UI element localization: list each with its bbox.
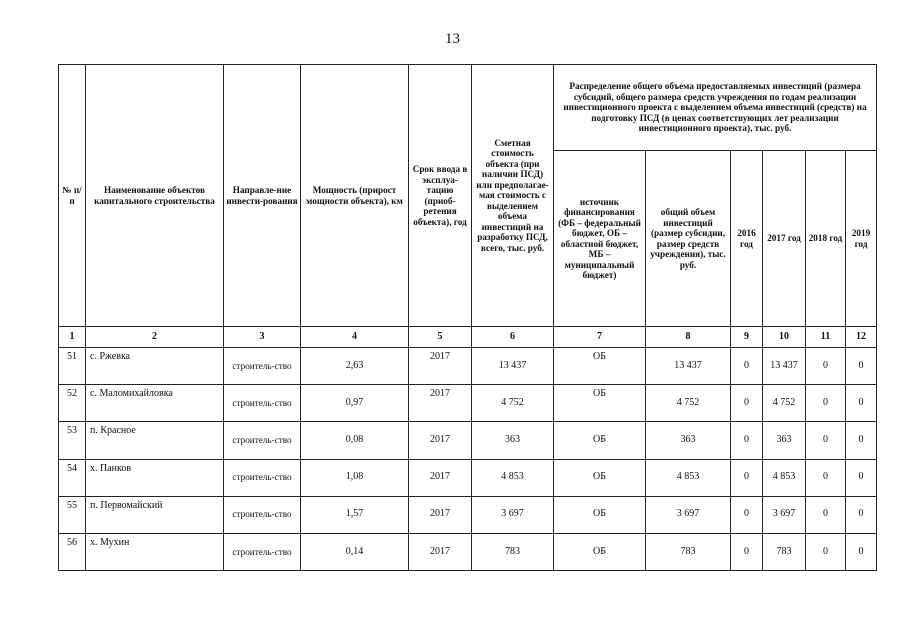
investment-2019: 0 [846,459,877,496]
column-number: 8 [646,327,731,348]
column-number: 10 [763,327,806,348]
investment-2017: 4 752 [763,385,806,422]
column-number: 6 [472,327,554,348]
table-row [59,459,877,496]
capacity-value: 0,14 [301,533,409,570]
header-year-2016: 2016 год [731,151,763,327]
investment-direction: строитель-ство [224,385,301,422]
capacity-value: 0,08 [301,422,409,459]
investment-2016: 0 [731,422,763,459]
header-total-investment: общий объем инвестиций (размер субсидии, размер средств учреждения), тыс. руб. [646,151,731,327]
header-year-2017: 2017 год [763,151,806,327]
investment-2019: 0 [846,385,877,422]
estimated-cost: 3 697 [472,496,554,533]
header-year-2018: 2018 год [806,151,846,327]
column-number: 4 [301,327,409,348]
header-distribution: Распределение общего объема предоставляемых инвестиций (размера субсидий, общего размера средств учреждения по годам реализации инвестиционного проекта с выделением объема инвестиций (средств) на подготовку ПСД (в ценах соответствующих лет реализации инвестиционного проекта), тыс. руб. [554,65,877,151]
header-funding-source: источник финансирования (ФБ – федеральный бюджет, ОБ – областной бюджет, МБ – муниципальный бюджет) [554,151,646,327]
column-number: 3 [224,327,301,348]
investment-direction: строитель-ство [224,496,301,533]
commission-year: 2017 [409,385,472,422]
object-name: с. Маломихайловка [86,385,224,422]
funding-source: ОБ [554,348,646,385]
funding-source: ОБ [554,496,646,533]
funding-source: ОБ [554,533,646,570]
investment-direction: строитель-ство [224,533,301,570]
estimated-cost: 4 853 [472,459,554,496]
table-row [59,533,877,570]
column-number: 9 [731,327,763,348]
row-number: 52 [59,385,86,422]
table-row [59,385,877,422]
header-capacity: Мощность (прирост мощности объекта), км [301,65,409,327]
row-number: 53 [59,422,86,459]
table-row [59,422,877,459]
estimated-cost: 13 437 [472,348,554,385]
estimated-cost: 783 [472,533,554,570]
estimated-cost: 4 752 [472,385,554,422]
total-investment: 363 [646,422,731,459]
investment-2018: 0 [806,533,846,570]
investment-2018: 0 [806,422,846,459]
column-number: 1 [59,327,86,348]
row-number: 51 [59,348,86,385]
total-investment: 4 853 [646,459,731,496]
investment-2017: 3 697 [763,496,806,533]
table-row [59,348,877,385]
investment-2017: 13 437 [763,348,806,385]
investment-2018: 0 [806,385,846,422]
column-number: 12 [846,327,877,348]
column-number: 11 [806,327,846,348]
total-investment: 3 697 [646,496,731,533]
funding-source: ОБ [554,459,646,496]
header-commission-year: Срок ввода в эксплуа-тацию (приоб-ретения объекта), год [409,65,472,327]
header-number: № п/п [59,65,86,327]
investment-direction: строитель-ство [224,348,301,385]
page-number: 13 [445,31,460,47]
row-number: 54 [59,459,86,496]
object-name: п. Первомайский [86,496,224,533]
investment-2016: 0 [731,496,763,533]
header-object-name: Наименование объектов капитального строительства [86,65,224,327]
table-body [59,348,877,571]
investment-2017: 4 853 [763,459,806,496]
row-number: 56 [59,533,86,570]
commission-year: 2017 [409,348,472,385]
investment-2016: 0 [731,385,763,422]
estimated-cost: 363 [472,422,554,459]
row-number: 55 [59,496,86,533]
capacity-value: 0,97 [301,385,409,422]
investment-2018: 0 [806,459,846,496]
funding-source: ОБ [554,385,646,422]
investment-2019: 0 [846,348,877,385]
investment-2016: 0 [731,348,763,385]
object-name: х. Панков [86,459,224,496]
object-name: с. Ржевка [86,348,224,385]
investment-2019: 0 [846,422,877,459]
commission-year: 2017 [409,459,472,496]
table-row [59,496,877,533]
table-header [59,65,877,348]
commission-year: 2017 [409,422,472,459]
total-investment: 4 752 [646,385,731,422]
investment-2019: 0 [846,533,877,570]
investment-2017: 783 [763,533,806,570]
investment-table [58,64,877,571]
capacity-value: 1,08 [301,459,409,496]
investment-2017: 363 [763,422,806,459]
header-direction: Направле-ние инвести-рования [224,65,301,327]
total-investment: 13 437 [646,348,731,385]
investment-2019: 0 [846,496,877,533]
investment-2016: 0 [731,459,763,496]
investment-direction: строитель-ство [224,459,301,496]
investment-direction: строитель-ство [224,422,301,459]
column-number: 7 [554,327,646,348]
column-number: 2 [86,327,224,348]
capacity-value: 1,57 [301,496,409,533]
commission-year: 2017 [409,496,472,533]
capacity-value: 2,63 [301,348,409,385]
header-year-2019: 2019 год [846,151,877,327]
investment-2018: 0 [806,496,846,533]
column-number: 5 [409,327,472,348]
object-name: п. Красное [86,422,224,459]
funding-source: ОБ [554,422,646,459]
header-estimated-cost: Сметная стоимость объекта (при наличии ПСД) или предполагае-мая стоимость с выделением объема инвестиций на разработку ПСД, всего, тыс. руб. [472,65,554,327]
investment-2016: 0 [731,533,763,570]
investment-2018: 0 [806,348,846,385]
total-investment: 783 [646,533,731,570]
object-name: х. Мухин [86,533,224,570]
commission-year: 2017 [409,533,472,570]
